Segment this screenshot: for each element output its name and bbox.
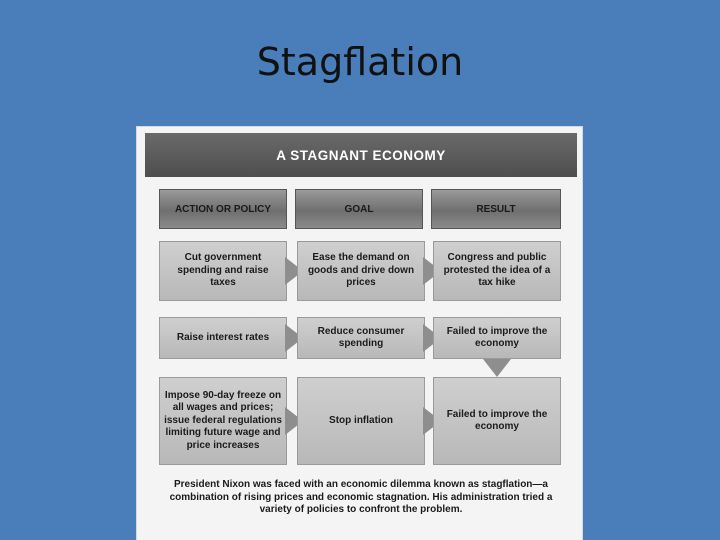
figure-caption: President Nixon was faced with an economic dilemma known as stagflation—a combination of rising prices and economic stagnation. His administration tried a variety of policies to confront the problem. [169,479,553,515]
slide-title: Stagflation [256,40,464,84]
row2-result-cell: Failed to improve the economy [433,317,561,359]
column-header-goal: GOAL [295,189,423,229]
column-header-result: RESULT [431,189,561,229]
row2-action-cell: Raise interest rates [159,317,287,359]
column-header-action: ACTION OR POLICY [159,189,287,229]
figure-header: A STAGNANT ECONOMY [145,133,577,177]
arrow-down-icon [483,359,511,377]
stagnant-economy-figure [137,127,582,540]
row2-goal-cell: Reduce consumer spending [297,317,425,359]
row1-action-cell: Cut government spending and raise taxes [159,241,287,301]
row1-goal-cell: Ease the demand on goods and drive down prices [297,241,425,301]
row1-result-cell: Congress and public protested the idea of a tax hike [433,241,561,301]
row3-result-cell: Failed to improve the economy [433,377,561,465]
row3-action-cell: Impose 90-day freeze on all wages and prices; issue federal regulations limiting future wage and price increases [159,377,287,465]
row3-goal-cell: Stop inflation [297,377,425,465]
